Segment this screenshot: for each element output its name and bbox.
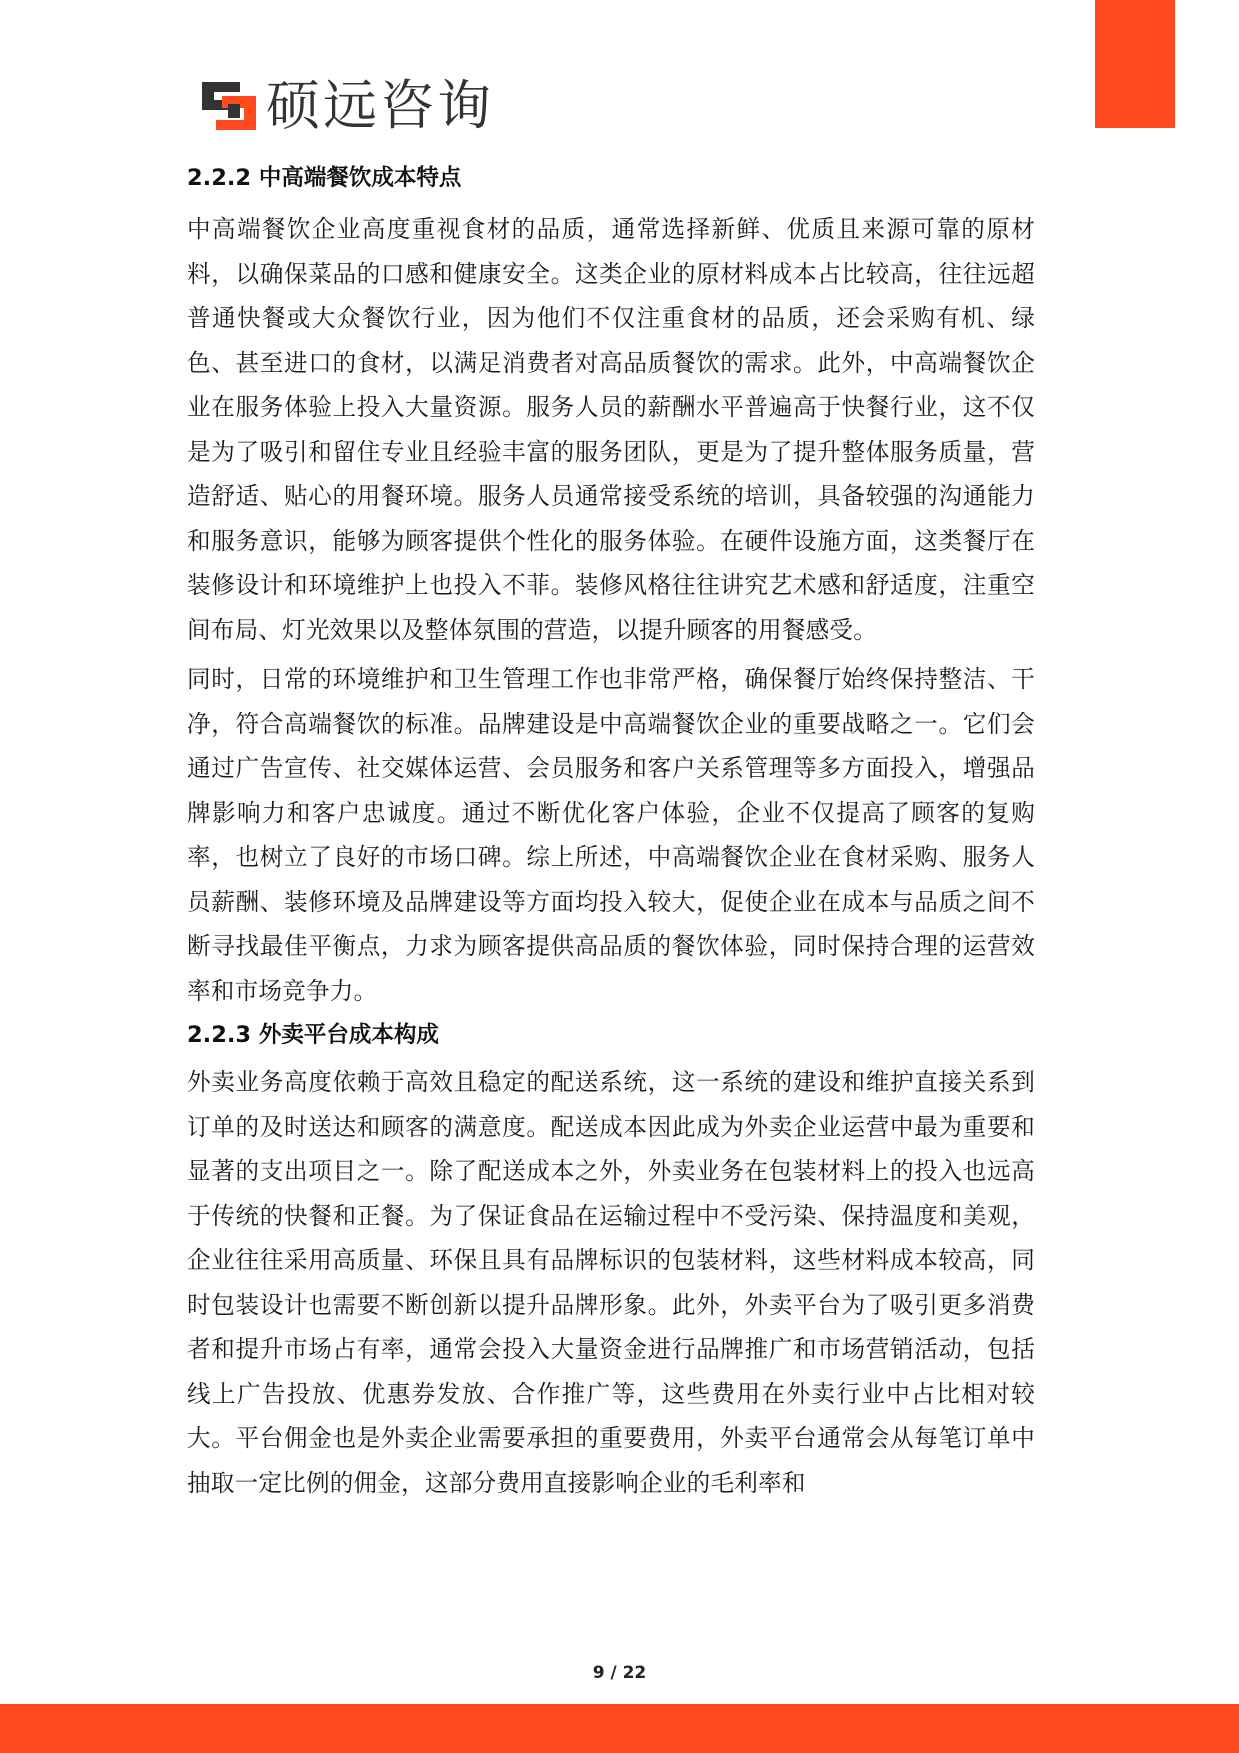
footer-accent-bar — [0, 1704, 1239, 1753]
brand-name: 硕远咨询 — [266, 74, 494, 137]
brand-logo — [200, 76, 494, 136]
section-heading-2-2-3: 2.2.3 外卖平台成本构成 — [187, 1022, 439, 1048]
paragraph: 中高端餐饮企业高度重视食材的品质，通常选择新鲜、优质且来源可靠的原材料，以确保菜品的口感和健康安全。这类企业的原材料成本占比较高，往往远超普通快餐或大众餐饮行业，因为他们不仅注重食材的品质，还会采购有机、绿色、甚至进口的食材，以满足消费者对高品质餐饮的需求。此外，中高端餐饮企业在服务体验上投入大量资源。服务人员的薪酬水平普遍高于快餐行业，这不仅是为了吸引和留住专业且经验丰富的服务团队，更是为了提升整体服务质量，营造舒适、贴心的用餐环境。服务人员通常接受系统的培训，具备较强的沟通能力和服务意识，能够为顾客提供个性化的服务体验。在硬件设施方面，这类餐厅在装修设计和环境维护上也投入不菲。装修风格往往讲究艺术感和舒适度，注重空间布局、灯光效果以及整体氛围的营造，以提升顾客的用餐感受。 — [187, 215, 1035, 644]
corner-accent-tab — [1095, 0, 1175, 128]
brand-mark-icon — [200, 78, 258, 134]
paragraph: 外卖业务高度依赖于高效且稳定的配送系统，这一系统的建设和维护直接关系到订单的及时送达和顾客的满意度。配送成本因此成为外卖企业运营中最为重要和显著的支出项目之一。除了配送成本之外，外卖业务在包装材料上的投入也远高于传统的快餐和正餐。为了保证食品在运输过程中不受污染、保持温度和美观，企业往往采用高质量、环保且具有品牌标识的包装材料，这些材料成本较高，同时包装设计也需要不断创新以提升品牌形象。此外，外卖平台为了吸引更多消费者和提升市场占有率，通常会投入大量资金进行品牌推广和市场营销活动，包括线上广告投放、优惠券发放、合作推广等，这些费用在外卖行业中占比相对较大。平台佣金也是外卖企业需要承担的重要费用，外卖平台通常会从每笔订单中抽取一定比例的佣金，这部分费用直接影响企业的毛利率和 — [187, 1068, 1035, 1497]
document-body — [187, 158, 1035, 1505]
paragraph: 同时，日常的环境维护和卫生管理工作也非常严格，确保餐厅始终保持整洁、干净，符合高端餐饮的标准。品牌建设是中高端餐饮企业的重要战略之一。它们会通过广告宣传、社交媒体运营、会员服务和客户关系管理等多方面投入，增强品牌影响力和客户忠诚度。通过不断优化客户体验，企业不仅提高了顾客的复购率，也树立了良好的市场口碑。综上所述，中高端餐饮企业在食材采购、服务人员薪酬、装修环境及品牌建设等方面均投入较大，促使企业在成本与品质之间不断寻找最佳平衡点，力求为顾客提供高品质的餐饮体验，同时保持合理的运营效率和市场竞争力。 — [187, 665, 1035, 1005]
page-number: 9 / 22 — [592, 1663, 647, 1683]
section-heading-2-2-2: 2.2.2 中高端餐饮成本特点 — [187, 165, 462, 191]
